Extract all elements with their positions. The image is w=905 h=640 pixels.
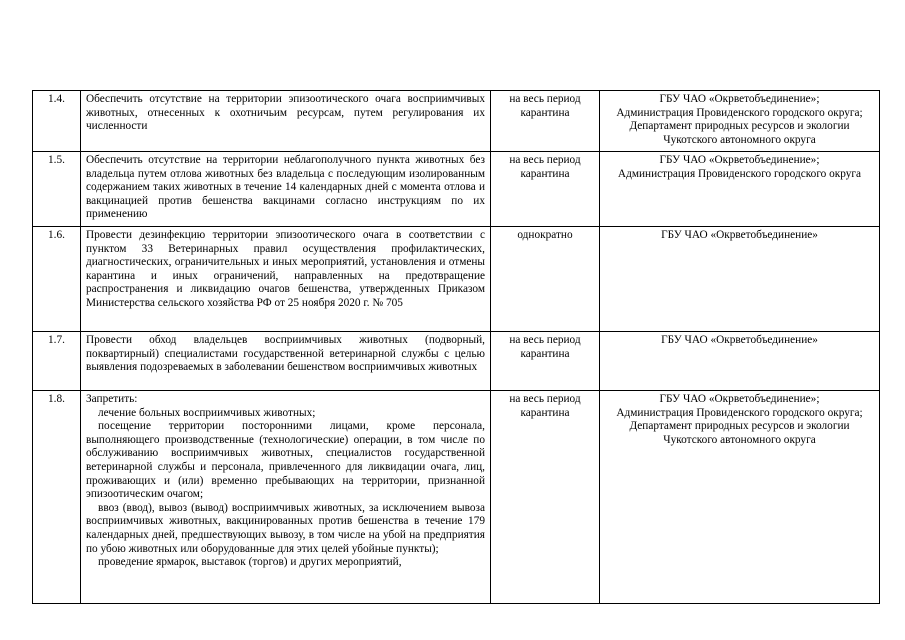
measure-text: Провести обход владельцев восприимчивых животных (подворный, поквартирный) специалистами государственной ветеринарной службы с целью выявления подозреваемых в заболевании бешенством восприимчивых животных bbox=[81, 332, 491, 391]
responsible-line: ГБУ ЧАО «Окрветобъединение»; bbox=[659, 154, 820, 166]
measure-term: на весь период карантина bbox=[491, 391, 600, 604]
responsible-cell bbox=[600, 152, 880, 227]
measure-term: на весь период карантина bbox=[491, 91, 600, 152]
measures-table bbox=[32, 90, 880, 604]
responsible-line: ГБУ ЧАО «Окрветобъединение»; bbox=[659, 393, 820, 405]
responsible-line: ГБУ ЧАО «Окрветобъединение»; bbox=[659, 93, 820, 105]
table-row bbox=[33, 332, 880, 391]
responsible-line: Администрация Провиденского городского округа; Департамент природных ресурсов и экологии Чукотского автономного округа bbox=[616, 106, 863, 146]
responsible-line: Департамент природных ресурсов и экологии Чукотского автономного округа bbox=[629, 420, 850, 446]
table-row bbox=[33, 152, 880, 227]
row-number: 1.6. bbox=[33, 227, 81, 332]
measure-term: на весь период карантина bbox=[491, 332, 600, 391]
table-row bbox=[33, 391, 880, 604]
measure-term: на весь период карантина bbox=[491, 152, 600, 227]
row-number: 1.8. bbox=[33, 391, 81, 604]
responsible-line: ГБУ ЧАО «Окрветобъединение» bbox=[661, 334, 818, 346]
responsible-cell bbox=[600, 91, 880, 152]
measure-item: проведение ярмарок, выставок (торгов) и других мероприятий, bbox=[98, 556, 402, 569]
measure-item: ввоз (ввод), вывоз (вывод) восприимчивых животных, за исключением вывоза восприимчивых животных, вакцинированных против бешенства в течение 179 календарных дней, предшествующих вывозу, в том числе на убой на предприятия по убою животных или оборудованные для этих целей убойные пункты); bbox=[86, 501, 485, 555]
row-number: 1.5. bbox=[33, 152, 81, 227]
table-row bbox=[33, 227, 880, 332]
responsible-cell bbox=[600, 391, 880, 604]
measure-item: лечение больных восприимчивых животных; bbox=[98, 406, 316, 419]
responsible-line: Администрация Провиденского городского округа bbox=[617, 167, 862, 180]
responsible-cell bbox=[600, 227, 880, 332]
measure-term: однократно bbox=[491, 227, 600, 332]
measure-text: Провести дезинфекцию территории эпизоотического очага в соответствии с пунктом 33 Ветеринарных правил осуществления профилактических, диагностических, ограничительных и иных мероприятий, установления и отмены карантина и иных ограничений, направленных на предотвращение распространения и ликвидацию очагов бешенства, утвержденных Приказом Министерства сельского хозяйства РФ от 25 ноября 2020 г. № 705 bbox=[81, 227, 491, 332]
row-number: 1.4. bbox=[33, 91, 81, 152]
responsible-line: Администрация Провиденского городского округа; bbox=[616, 406, 863, 419]
measure-text: Обеспечить отсутствие на территории неблагополучного пункта животных без владельца путем отлова животных без владельца с последующим изолированным содержанием таких животных в течение 14 календарных дней с момента отлова и вакцинацией против бешенства вакцинами согласно инструкциям по их применению bbox=[81, 152, 491, 227]
measure-item: посещение территории посторонними лицами, кроме персонала, выполняющего производственные (технологические) операции, в том числе по обслуживанию восприимчивых животных, специалистов государственной ветеринарной службы и персонала, привлеченного для ликвидации очага, лиц, проживающих и (или) временно пребывающих на территории, признанной эпизоотическим очагом; bbox=[86, 420, 485, 501]
measure-text-list bbox=[81, 391, 491, 604]
measure-text: Обеспечить отсутствие на территории эпизоотического очага восприимчивых животных, отнесенных к охотничьим ресурсам, путем регулирования их численности bbox=[81, 91, 491, 152]
measure-lead: Запретить: bbox=[86, 393, 138, 405]
row-number: 1.7. bbox=[33, 332, 81, 391]
table-row bbox=[33, 91, 880, 152]
responsible-line: ГБУ ЧАО «Окрветобъединение» bbox=[661, 229, 818, 241]
responsible-cell bbox=[600, 332, 880, 391]
